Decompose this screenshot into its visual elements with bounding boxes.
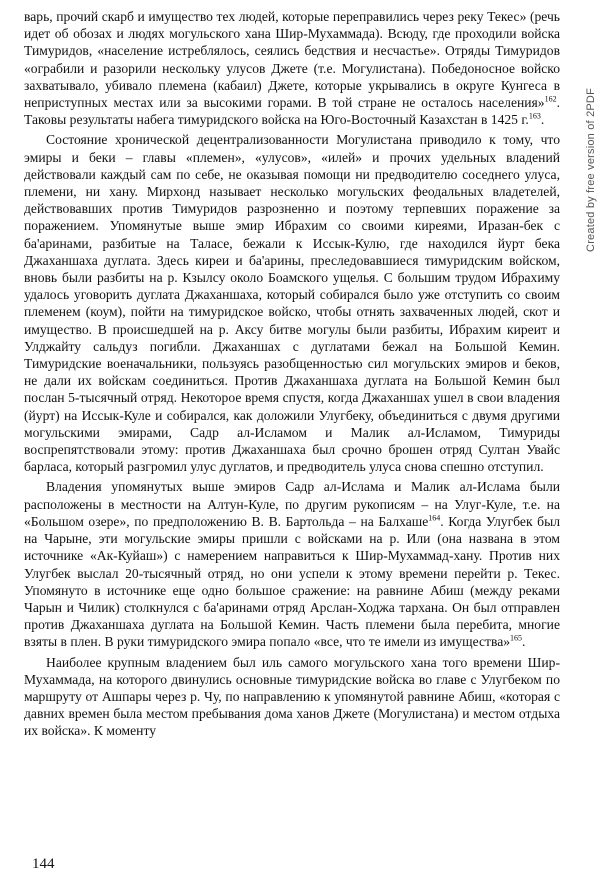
paragraph-4 [24,654,560,740]
footnote-ref-165[interactable]: 165 [510,633,523,643]
paragraph-1-tail: . Таковы результаты набега тимуридского войска на Юго-Восточный Казахстан в 1425 г. [24,95,560,128]
paragraph-3-text: Владения упомянутых выше эмиров Садр ал-Ислама и Малик ал-Ислама были расположены в местности на Алтун-Куле, по другим рукописям – на Улуг-Куле, т.е. на «Большом озере», по предположению В. В. Бартольда – на Балхаше [24,479,560,529]
paragraph-3-tail2: . [522,634,526,650]
paragraph-3-tail: . Когда Улугбек был на Чарыне, эти могульские эмиры пришли с войсками на р. Или (она названа в этом источнике «Ак-Куйаш») с намерением направиться к Шир-Мухаммад-хану. Против них Улугбек выслал 20-тысячный отряд, но они успели к этому времени перейти р. Текес. Упомянуто в источнике еще одно большое сражение: на равнине Абиш (между реками Чарын и Чилик) столкнулся с ба'аринами отряд Арслан-Ходжа тархана. Он был отправлен против Джаханшаха дуглата на Большой Кемин. Часть племени была перебита, многие взяты в плен. В руки тимуридского эмира попало «все, что те имели из имущества» [24,513,560,650]
footnote-ref-164[interactable]: 164 [428,513,441,523]
document-page [24,8,560,740]
paragraph-4-text: Наиболее крупным владением был иль самого могульского хана того времени Шир-Мухаммада, на которого двинулись основные тимуридские войска во главе с Улугбеком по маршруту от Ашпары через р. Чу, по направлению к упомянутой равнине Абиш, «которая с давних времен была местом пребывания дома ханов Джете (Могулистана) и местом отдыха их войска». К моменту [24,654,560,739]
footnote-ref-162[interactable]: 162 [544,94,557,104]
paragraph-2 [24,131,560,475]
paragraph-1-tail2: . [540,112,545,128]
paragraph-2-text: Состояние хронической децентрализованности Могулистана приводило к тому, что эмиры и беки – главы «племен», «улусов», «илей» и прочих удельных владений действовали каждый сам по себе, не оказывая помощи ни предводителю соседнего улуса, племени, ни хану. Мирхонд называет несколько могульских феодальных владетелей, действовавших против Тимуридов разрозненно и поэтому терпевших поражение за поражением. Упомянутые выше эмир Ибрахим со своими киреями, Иразан-бек с ба'аринами, разбитые на Таласе, бежали к Иссык-Кулю, где находился йурт бека Джаханшаха дуглата. Здесь киреи и ба'арины, преследовавшиеся тимуридским войском, вновь были разбиты на р. Кзылсу около Боамского ущелья. С большим трудом Ибрахиму удалось уговорить дуглата Джаханшаха, который собирался было уже отступить со своим племенем (коум), пойти на тимуридское войско, чтобы отнять захваченных людей, скот и имущество. В происшедшей на р. Аксу битве могулы были разбиты, Ибрахим киреит и Улджайту сальдуз погибли. Джаханшах с дуглатами бежал на Большой Кемин. Тимуридские военачальники, пользуясь разобщенностью сил могульских эмиров и беков, не дали их войскам соединиться. Против Джаханшаха дуглата на Большой Кемин был послан 5-тысячный отряд. Некоторое время спустя, когда Джаханшах ушел в свои владения (йурт) на Иссык-Куле и собирался, как доложили Улугбеку, объединиться с двумя другими могульскими эмирами, Садр ал-Исламом и Малик ал-Исламом, Тимуриды воспрепятствовали этому: против Джаханшаха был срочно брошен отряд Султан Увайс барласа, который разгромил улус дуглатов, и предводитель улуса снова спешно отступил. [24,132,560,475]
page-number: 144 [32,856,55,872]
paragraph-3 [24,478,560,650]
footnote-ref-163[interactable]: 163 [528,111,541,121]
paragraph-1-text: варь, прочий скарб и имущество тех людей, которые переправились через реку Текес» (речь идет об обозах и людях могульского хана Шир-Мухаммада). Всюду, где проходили войска Тимуридов, «население истреблялось, сеялись бедствия и несчастье». Отряды Тимуридов «ограбили и разорили нескольку улусов Джете (т.е. Могулистана). Победоносное войско захватывало, убивало племена (кабаил) Джете, которые укрывались в округе Кунгеса в неприступных местах или за высокими горами. В той стране не осталось населения» [24,9,560,111]
watermark-text: Created by free version of 2PDF [585,88,597,252]
paragraph-1 [24,8,560,128]
